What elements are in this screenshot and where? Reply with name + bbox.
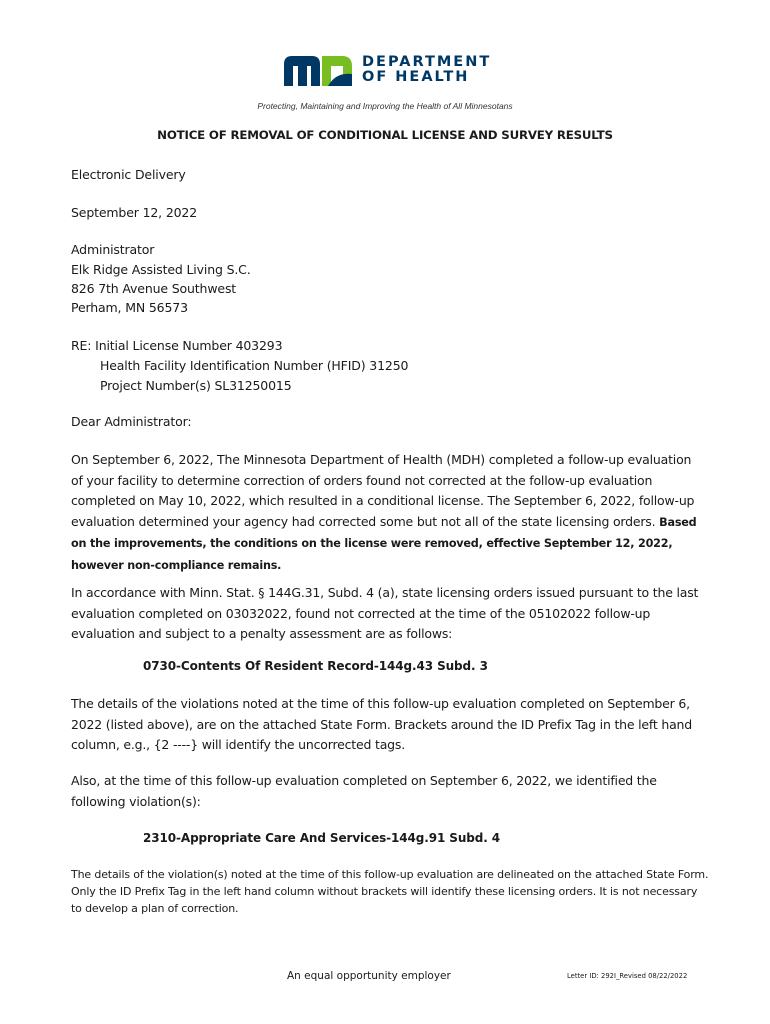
tagline: Protecting, Maintaining and Improving the Health of All Minnesotans — [257, 101, 513, 111]
re-block — [71, 336, 408, 396]
address-line: Administrator — [71, 242, 155, 257]
letter-date: September 12, 2022 — [71, 205, 198, 220]
logo-text — [362, 55, 491, 85]
paragraph-1-bold: Based on the improvements, the conditions on the license were removed, effective September 12, 2022, however non-compliance remains. — [71, 515, 697, 572]
delivery-method: Electronic Delivery — [71, 167, 186, 182]
address-line: Elk Ridge Assisted Living S.C. — [71, 262, 251, 277]
mn-logo-icon — [284, 54, 354, 86]
mdh-logo — [284, 53, 491, 87]
re-project-number: Project Number(s) SL31250015 — [100, 378, 292, 393]
paragraph-4: Also, at the time of this follow-up evaluation completed on September 6, 2022, we identified the following violation(s): — [71, 773, 657, 809]
paragraph-1-text: On September 6, 2022, The Minnesota Department of Health (MDH) completed a follow-up evaluation of your facility to determine correction of orders found not corrected at the follow-up evaluation completed on May 10, 2022, which resulted in a conditional license. The September 6, 2022, follow-up evaluation determined your agency had corrected some but not all of the state licensing orders. — [71, 452, 695, 529]
re-hfid: Health Facility Identification Number (HFID) 31250 — [100, 358, 409, 373]
logo-line-2: OF HEALTH — [362, 69, 470, 85]
paragraph-2: In accordance with Minn. Stat. § 144G.31, Subd. 4 (a), state licensing orders issued pursuant to the last evaluation completed on 03032022, found not corrected at the time of the 05102022 follow-up evaluation and subject to a penalty assessment are as follows: — [71, 585, 699, 641]
footer-equal-opportunity: An equal opportunity employer — [287, 970, 451, 982]
paragraph-3: The details of the violations noted at the time of this follow-up evaluation completed on September 6, 2022 (listed above), are on the attached State Form. Brackets around the ID Prefix Tag in the left hand column, e.g., {2 ----} will identify the uncorrected tags. — [71, 696, 692, 752]
address-line: 826 7th Avenue Southwest — [71, 281, 237, 296]
footer-letter-id: Letter ID: 292I_Revised 08/22/2022 — [567, 972, 688, 980]
notice-title: NOTICE OF REMOVAL OF CONDITIONAL LICENSE AND SURVEY RESULTS — [157, 128, 613, 142]
violation-heading-1: 0730-Contents Of Resident Record-144g.43 Subd. 3 — [143, 659, 488, 673]
paragraph-1 — [71, 450, 701, 576]
paragraph-5: The details of the violation(s) noted at the time of this follow-up evaluation are delineated on the attached State Form. Only the ID Prefix Tag in the left hand column without brackets will identify these licensing orders. It is not necessary to develop a plan of correction. — [71, 868, 709, 915]
address-line: Perham, MN 56573 — [71, 300, 188, 315]
re-license-number: RE: Initial License Number 403293 — [71, 338, 283, 353]
salutation: Dear Administrator: — [71, 414, 192, 429]
violation-heading-2: 2310-Appropriate Care And Services-144g.91 Subd. 4 — [143, 831, 501, 845]
logo-line-1: DEPARTMENT — [362, 54, 492, 70]
